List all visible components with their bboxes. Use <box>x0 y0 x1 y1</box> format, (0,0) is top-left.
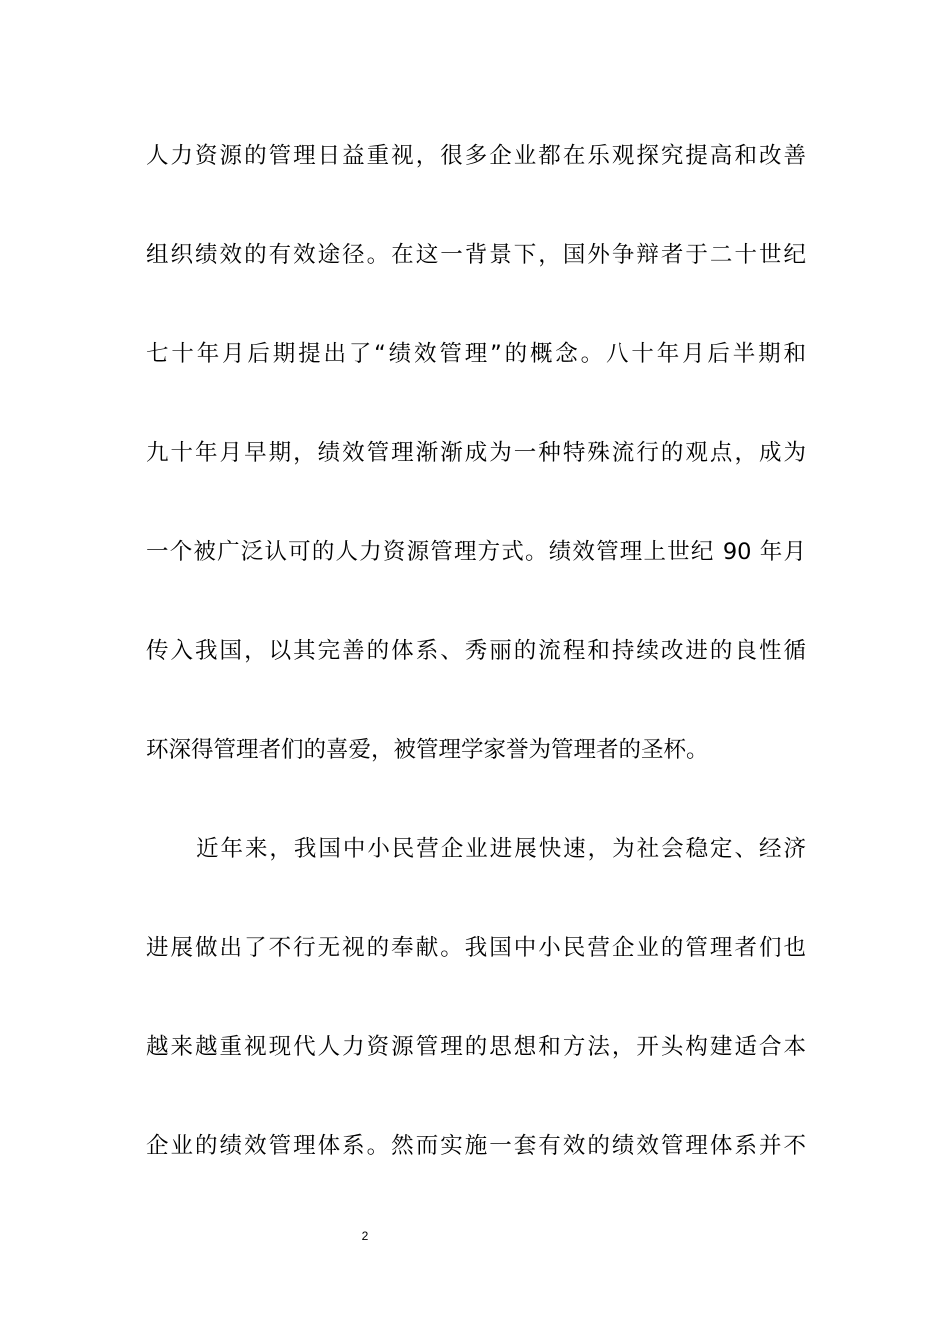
body-text-line: 传入我国，以其完善的体系、秀丽的流程和持续改进的良性循 <box>146 638 806 664</box>
body-text-line: 七十年月后期提出了“绩效管理”的概念。八十年月后半期和 <box>146 341 806 367</box>
body-text-line: 进展做出了不行无视的奉献。我国中小民营企业的管理者们也 <box>146 935 806 961</box>
paragraph-first-line: 近年来，我国中小民营企业进展快速，为社会稳定、经济 <box>196 836 806 862</box>
body-text-line: 一个被广泛认可的人力资源管理方式。绩效管理上世纪 90 年月 <box>146 539 806 565</box>
body-text-line: 企业的绩效管理体系。然而实施一套有效的绩效管理体系并不 <box>146 1133 806 1159</box>
body-text-line: 越来越重视现代人力资源管理的思想和方法，开头构建适合本 <box>146 1034 806 1060</box>
page-number: 2 <box>361 1229 369 1243</box>
body-text-line: 环深得管理者们的喜爱，被管理学家誉为管理者的圣杯。 <box>146 737 709 763</box>
body-text-line: 组织绩效的有效途径。在这一背景下，国外争辩者于二十世纪 <box>146 242 806 268</box>
body-text-line: 人力资源的管理日益重视，很多企业都在乐观探究提高和改善 <box>146 143 806 169</box>
body-text-line: 九十年月早期，绩效管理渐渐成为一种特殊流行的观点，成为 <box>146 440 806 466</box>
